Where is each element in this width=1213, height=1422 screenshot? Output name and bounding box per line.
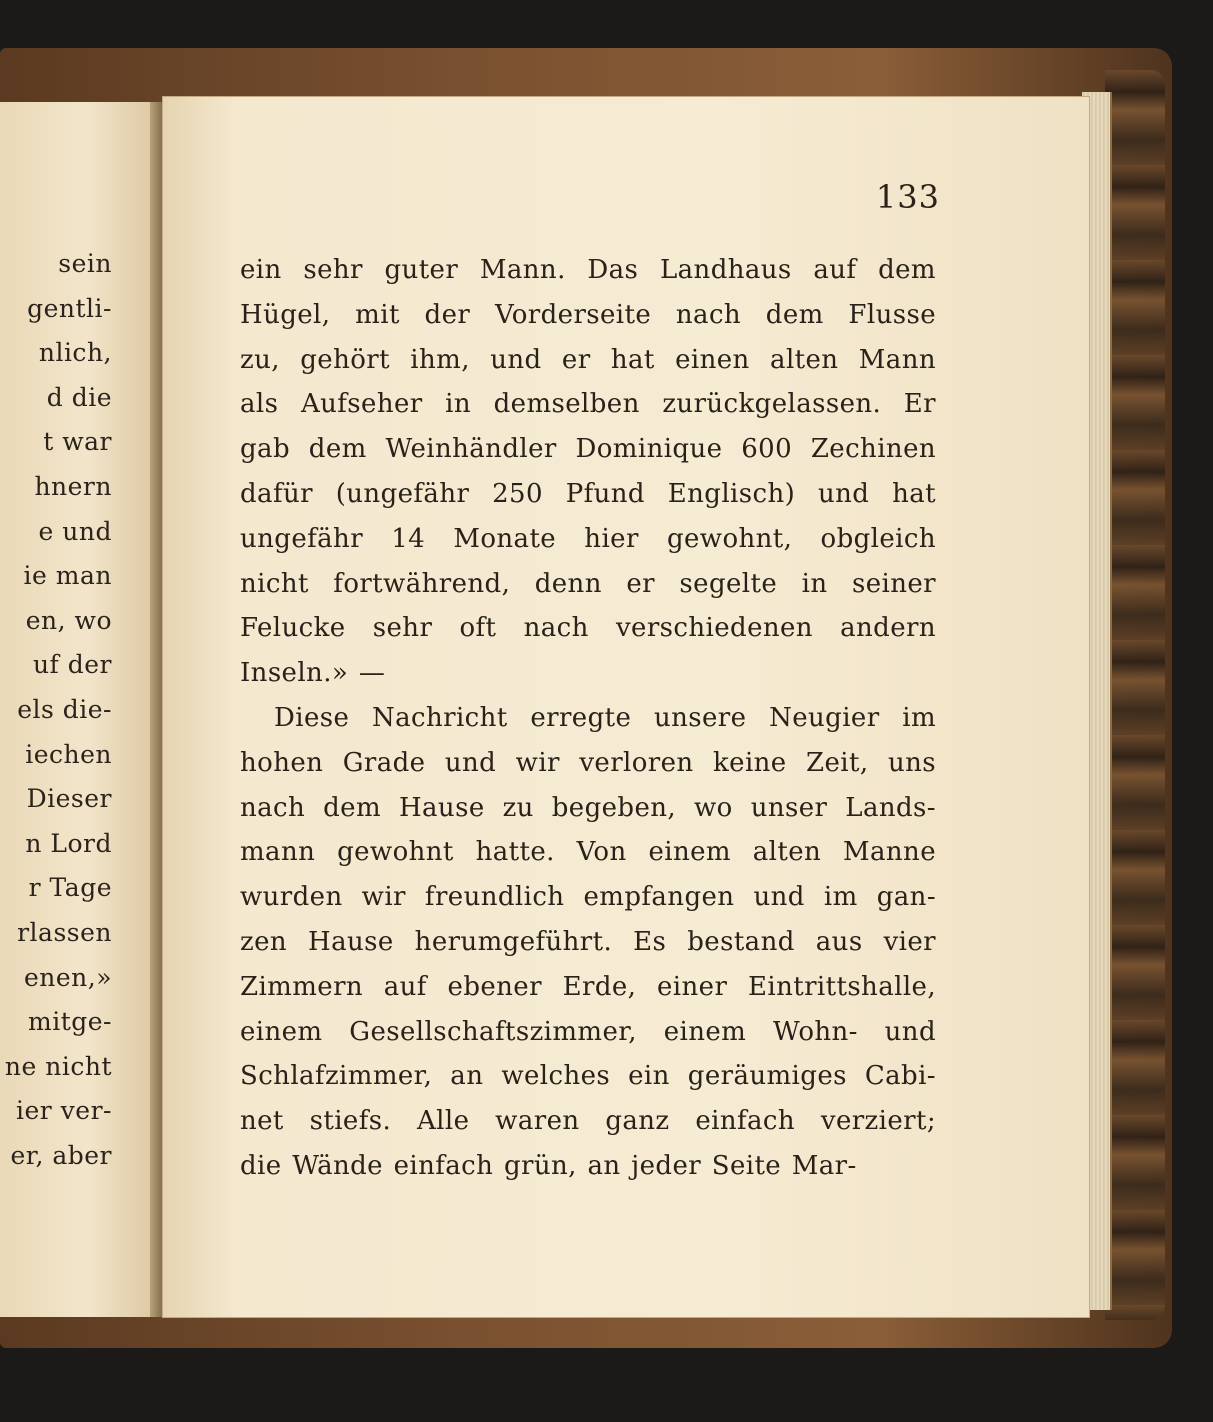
left-text-fragment: r Tage — [28, 873, 112, 903]
text-line: nach dem Hause zu begeben, wo unser Lands- — [240, 792, 936, 823]
left-page — [0, 102, 159, 1317]
left-text-fragment: gentli- — [27, 293, 112, 323]
left-text-fragment: els die- — [17, 694, 112, 724]
left-text-fragment: mitge- — [28, 1007, 112, 1037]
text-line: mann gewohnt hatte. Von einem alten Manne — [240, 837, 936, 868]
left-text-fragment: enen,» — [23, 962, 112, 992]
text-line: ungefähr 14 Monate hier gewohnt, obgleich — [240, 523, 936, 554]
text-line: Inseln.» — — [240, 658, 386, 689]
text-line: Schlafzimmer, an welches ein geräumiges Cabi- — [240, 1061, 936, 1092]
text-line: zu, gehört ihm, und er hat einen alten Mann — [240, 344, 936, 375]
page-body-text — [240, 248, 936, 1189]
text-line: zen Hause herumgeführt. Es bestand aus vier — [240, 926, 936, 957]
text-line: als Aufseher in demselben zurückgelassen. Er — [240, 389, 936, 420]
text-line: Felucke sehr oft nach verschiedenen andern — [240, 613, 936, 644]
left-text-fragment: ie man — [23, 561, 112, 591]
text-line: hohen Grade und wir verloren keine Zeit, uns — [240, 747, 936, 778]
text-line: die Wände einfach grün, an jeder Seite Mar- — [240, 1150, 857, 1181]
text-line: gab dem Weinhändler Dominique 600 Zechinen — [240, 434, 936, 465]
left-text-fragment: sein — [58, 249, 112, 278]
text-line: wurden wir freundlich empfangen und im gan- — [240, 882, 936, 913]
text-line: net stiefs. Alle waren ganz einfach verziert; — [240, 1106, 936, 1137]
left-text-fragment: rlassen — [17, 917, 112, 947]
left-text-fragment: t war — [43, 427, 112, 457]
text-line: einem Gesellschaftszimmer, einem Wohn- und — [240, 1016, 936, 1047]
left-page-text — [0, 242, 158, 1178]
left-text-fragment: er, aber — [10, 1140, 112, 1170]
left-text-fragment: e und — [38, 516, 112, 546]
left-text-fragment: hnern — [34, 471, 112, 501]
left-text-fragment: iechen — [25, 739, 112, 769]
cover-spine-edge — [1105, 70, 1165, 1320]
text-line: Zimmern auf ebener Erde, einer Eintrittshalle, — [240, 971, 936, 1002]
text-line: Diese Nachricht erregte unsere Neugier im — [274, 702, 936, 733]
text-line: nicht fortwährend, denn er segelte in seiner — [240, 568, 936, 599]
text-line: dafür (ungefähr 250 Pfund Englisch) und hat — [240, 478, 936, 509]
left-text-fragment: Dieser — [26, 784, 112, 814]
text-line: Hügel, mit der Vorderseite nach dem Flusse — [240, 299, 936, 330]
left-text-fragment: n Lord — [25, 828, 112, 858]
text-line: ein sehr guter Mann. Das Landhaus auf dem — [240, 255, 936, 285]
left-text-fragment: d die — [46, 382, 112, 412]
left-text-fragment: uf der — [32, 650, 112, 680]
left-text-fragment: ne nicht — [4, 1051, 112, 1081]
page-number: 133 — [875, 178, 940, 216]
left-text-fragment: nlich, — [38, 338, 112, 368]
left-text-fragment: en, wo — [25, 605, 112, 635]
left-text-fragment: ier ver- — [15, 1096, 112, 1126]
